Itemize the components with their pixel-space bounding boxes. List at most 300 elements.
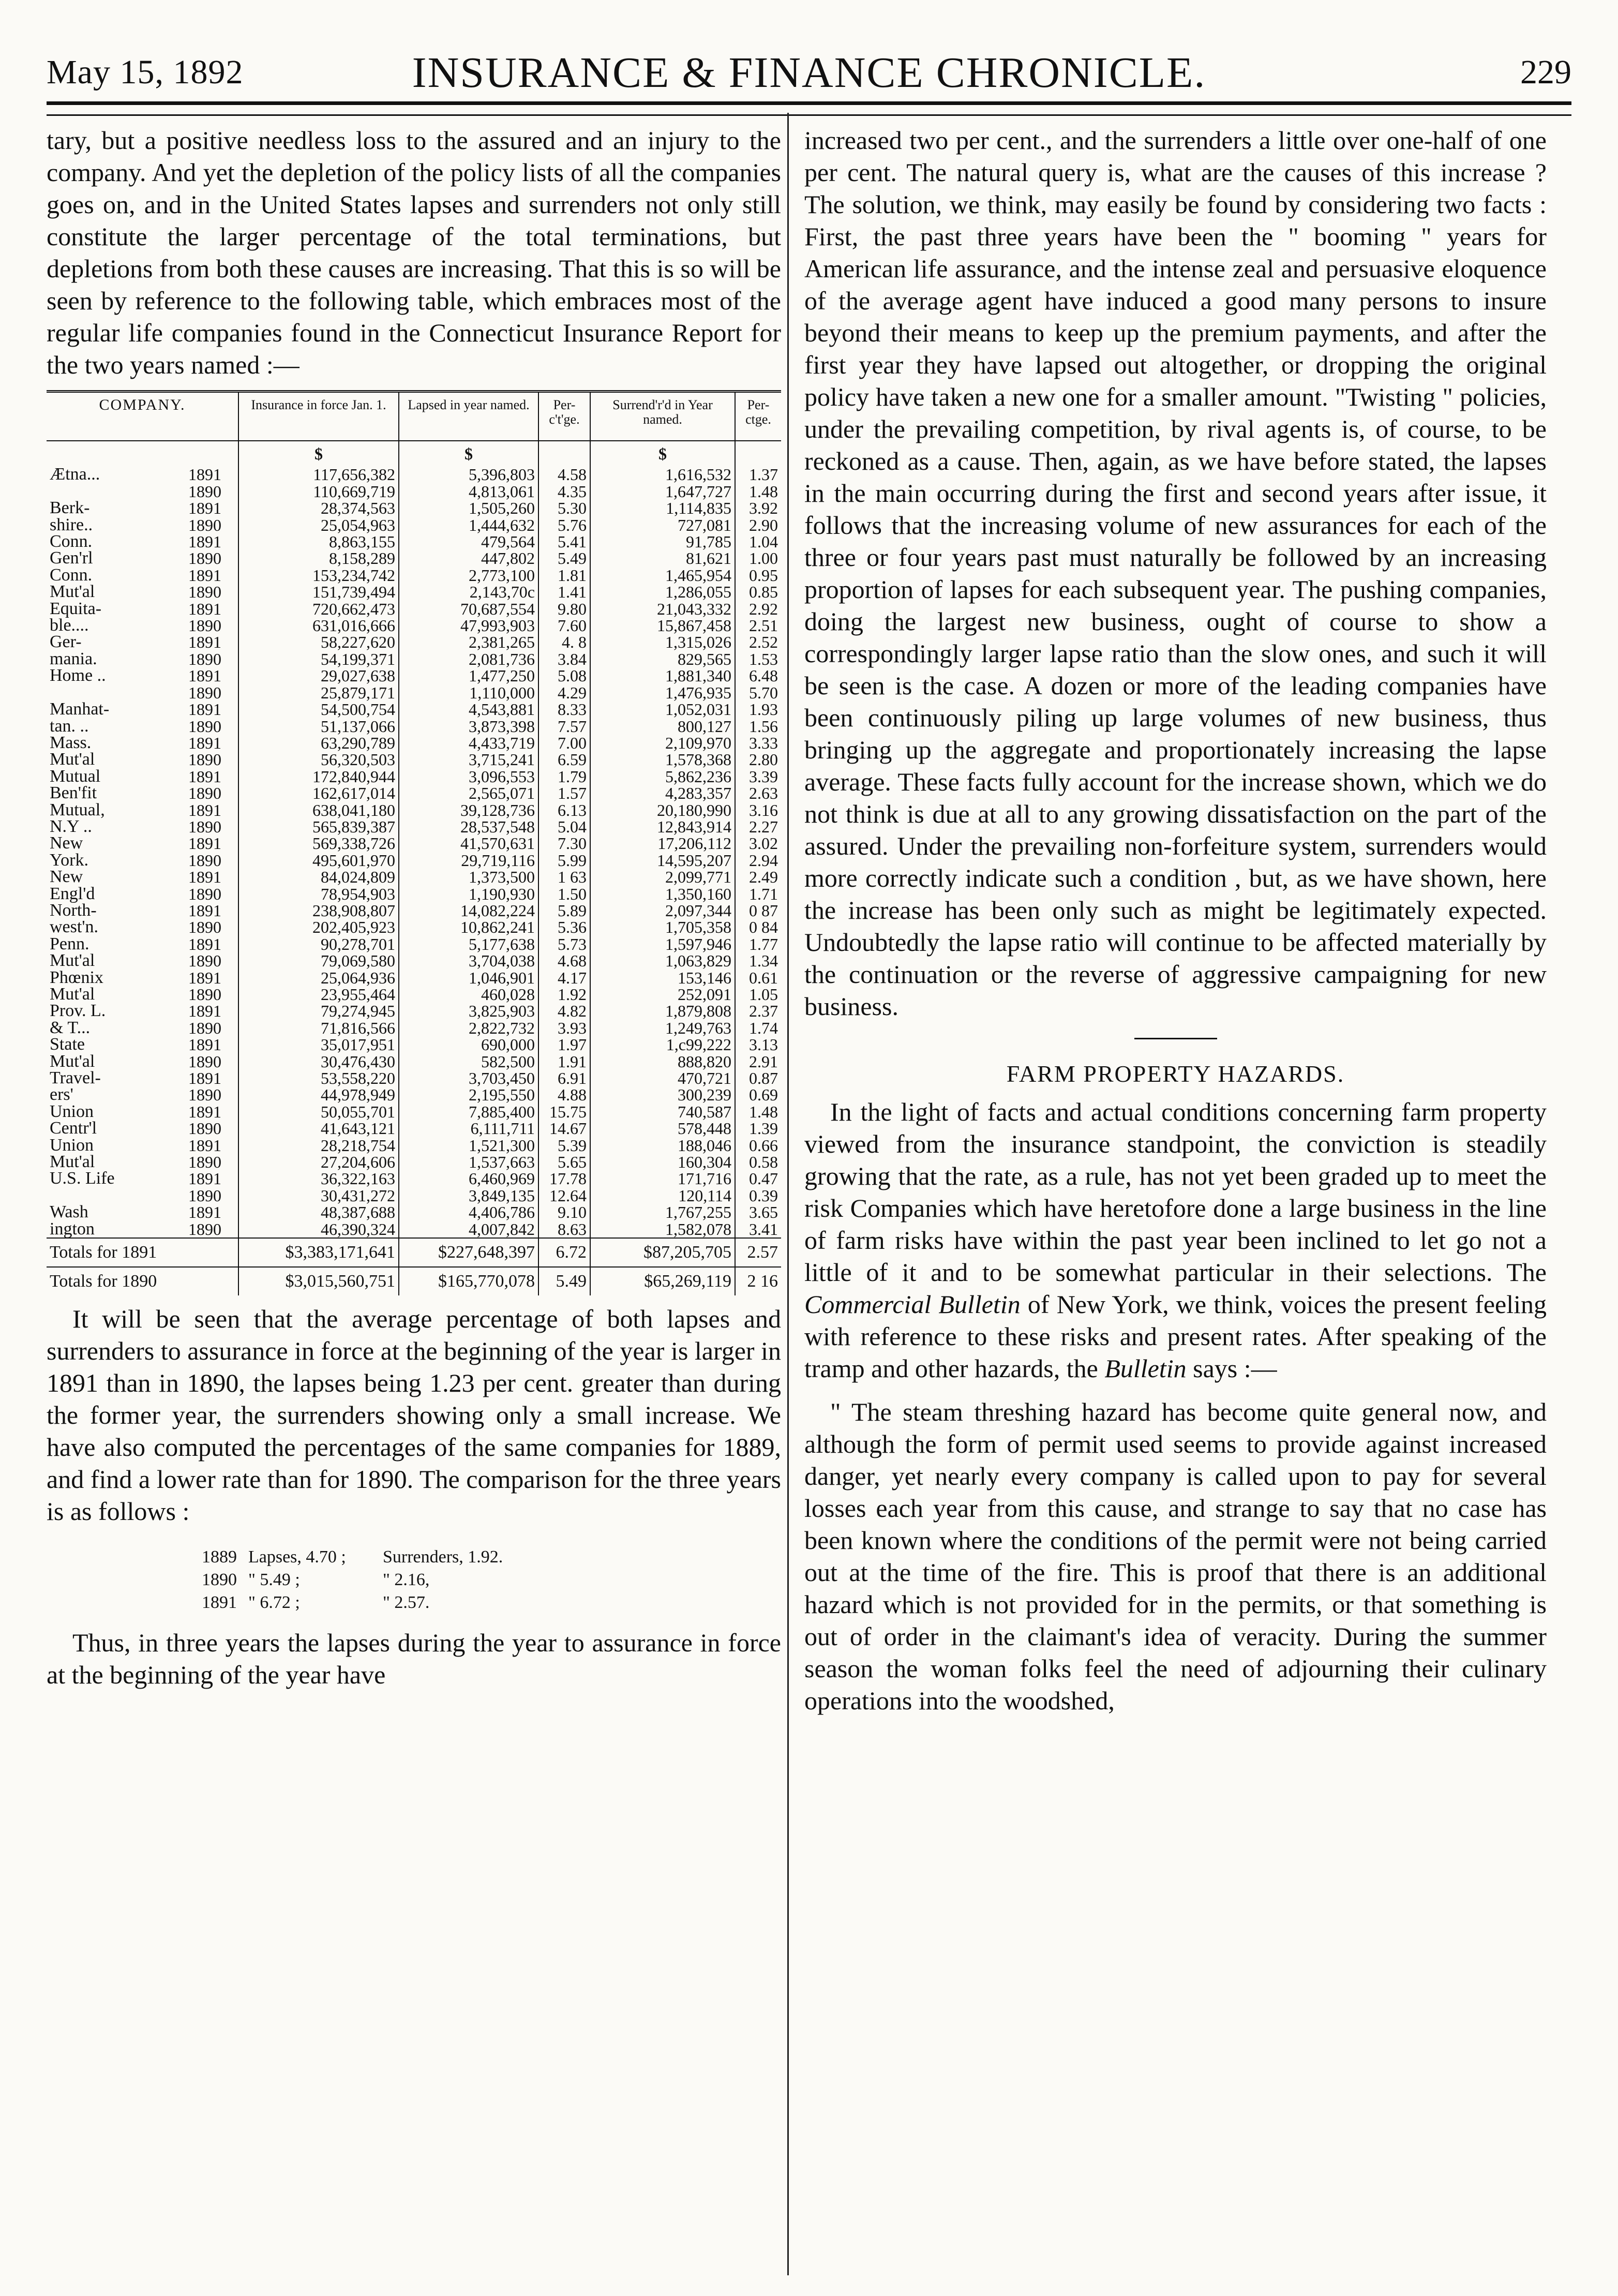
- table-cell: 3,715,241: [399, 751, 538, 768]
- table-cell: 202,405,923: [238, 919, 399, 935]
- table-cell: 79,069,580: [238, 952, 399, 969]
- company-name: Berk-: [50, 498, 90, 518]
- totals-cell: 5.49: [538, 1267, 590, 1295]
- col-header-lapse-pct: Per-c't'ge.: [538, 392, 590, 441]
- company-name: North-: [50, 900, 97, 920]
- company-name: Mut'al: [50, 985, 95, 1004]
- table-cell: 30,431,272: [238, 1187, 399, 1204]
- report-year: 1891: [188, 499, 221, 518]
- table-cell: 54,199,371: [238, 651, 399, 667]
- table-cell: 3,873,398: [399, 718, 538, 735]
- table-cell: 2,143,70c: [399, 584, 538, 600]
- table-cell: 0.58: [735, 1154, 781, 1170]
- table-row: [47, 500, 781, 516]
- table-cell: 1,465,954: [590, 567, 735, 584]
- table-cell: 5.73: [538, 936, 590, 952]
- table-cell: 5,396,803: [399, 466, 538, 483]
- company-name: Ben'fit: [50, 783, 97, 803]
- totals-cell: $65,269,119: [590, 1267, 735, 1295]
- table-cell: 4.88: [538, 1086, 590, 1103]
- table-cell: 5.89: [538, 902, 590, 919]
- company-name: Phœnix: [50, 967, 103, 987]
- table-cell: 638,041,180: [238, 802, 399, 818]
- table-cell: 25,054,963: [238, 517, 399, 533]
- company-name: York.: [50, 850, 88, 870]
- table-cell: 5.39: [538, 1137, 590, 1154]
- table-cell: 6,460,969: [399, 1170, 538, 1187]
- table-cell: 479,564: [399, 533, 538, 550]
- table-cell: 3.02: [735, 835, 781, 852]
- currency-row: [47, 441, 781, 466]
- report-year: 1891: [188, 1102, 221, 1121]
- company-name: shire..: [50, 515, 93, 534]
- table-cell: 15,867,458: [590, 617, 735, 634]
- company-name: Travel-: [50, 1068, 101, 1088]
- table-cell: 71,816,566: [238, 1020, 399, 1036]
- company-name: Mut'al: [50, 1152, 95, 1172]
- table-cell: 1,647,727: [590, 483, 735, 500]
- company-name: ers': [50, 1085, 73, 1105]
- publication-name: Commercial Bulletin: [804, 1290, 1021, 1319]
- table-cell: 2,565,071: [399, 785, 538, 801]
- right-paragraph-3: " The steam threshing hazard has become quite general now, and although the form of permit used seems to provide against increased danger, yet nearly every company is called upon to pay for several losses each year from this cause, and strange to say that no case has been known where the conditions of the permit were not being carried out at the time of the fire. This is proof that there is an additional hazard which is not provided for in the permits, or that something is out of order in the claimant's idea of veracity. During the summer season the woman folks feel the need of adjourning their culinary operations into the woodshed,: [804, 1397, 1547, 1715]
- table-cell: 1,444,632: [399, 517, 538, 533]
- table-row: [47, 550, 781, 566]
- company-name: tan. ..: [50, 716, 89, 736]
- table-cell: 1,582,078: [590, 1221, 735, 1238]
- table-cell: 4,406,786: [399, 1204, 538, 1220]
- table-cell: 1.71: [735, 886, 781, 902]
- company-name: State: [50, 1035, 85, 1054]
- table-cell: 2,081,736: [399, 651, 538, 667]
- table-cell: 582,500: [399, 1053, 538, 1070]
- table-cell: 1,315,026: [590, 634, 735, 650]
- company-name: Mut'al: [50, 582, 95, 602]
- report-year: 1891: [188, 1069, 221, 1088]
- table-cell: 4,813,061: [399, 483, 538, 500]
- table-cell: 3.13: [735, 1036, 781, 1053]
- table-cell: 56,320,503: [238, 751, 399, 768]
- table-cell: 120,114: [590, 1187, 735, 1204]
- report-year: 1891: [188, 465, 221, 484]
- table-cell: 15.75: [538, 1104, 590, 1120]
- table-row: [47, 818, 781, 835]
- table-row: [47, 902, 781, 919]
- table-cell: 238,908,807: [238, 902, 399, 919]
- table-cell: 7.60: [538, 617, 590, 634]
- company-name: Centr'l: [50, 1119, 97, 1138]
- company-name: & T...: [50, 1018, 91, 1037]
- right-paragraph-2: In the light of facts and actual conditions concerning farm property viewed from the insurance standpoint, the conviction is steadily growing that the rate, as a rule, has not yet been graded up to meet the risk Companies which have heretofore done a large business in the line of farm risks have within the past year been inclined to let go not a little of it and to be somewhat particular in their selections. The Commercial Bulletin of New York, we think, voices the present feeling with reference to these risks and present rates. After speaking of the tramp and other hazards, the Bulletin says :—: [804, 1097, 1547, 1383]
- company-name: Mutual,: [50, 800, 105, 819]
- report-year: 1890: [188, 951, 221, 971]
- table-row: [47, 869, 781, 885]
- table-cell: 2.80: [735, 751, 781, 768]
- table-cell: 3.41: [735, 1221, 781, 1238]
- table-cell: 1.39: [735, 1120, 781, 1137]
- table-cell: 58,227,620: [238, 634, 399, 650]
- table-cell: 0.69: [735, 1086, 781, 1103]
- table-cell: 8.63: [538, 1221, 590, 1238]
- table-row: [47, 1086, 781, 1103]
- table-row: [47, 684, 781, 701]
- comparison-row: 1889 Lapses, 4.70 ; Surrenders, 1.92.: [202, 1547, 503, 1567]
- table-cell: 7.57: [538, 718, 590, 735]
- table-cell: 5.36: [538, 919, 590, 935]
- table-cell: 25,879,171: [238, 684, 399, 701]
- company-name: New: [50, 867, 83, 887]
- comparison-row: 1890 " 5.49 ; " 2.16,: [202, 1570, 430, 1590]
- table-cell: 3,825,903: [399, 1003, 538, 1019]
- col-header-company: COMPANY.: [47, 392, 238, 441]
- report-year: 1890: [188, 884, 221, 903]
- table-row: [47, 617, 781, 634]
- table-cell: 171,716: [590, 1170, 735, 1187]
- table-cell: 2,822,732: [399, 1020, 538, 1036]
- table-cell: 39,128,736: [399, 802, 538, 818]
- report-year: 1891: [188, 700, 221, 719]
- table-cell: 2.91: [735, 1053, 781, 1070]
- table-cell: 3,704,038: [399, 952, 538, 969]
- totals-cell: 2.57: [735, 1238, 781, 1267]
- report-year: 1891: [188, 1136, 221, 1155]
- table-cell: 4,007,842: [399, 1221, 538, 1238]
- table-row: [47, 634, 781, 650]
- table-cell: 1.53: [735, 651, 781, 667]
- table-cell: 0 84: [735, 919, 781, 935]
- table-cell: 0.85: [735, 584, 781, 600]
- table-cell: 8.33: [538, 701, 590, 718]
- table-cell: 12,843,914: [590, 818, 735, 835]
- table-cell: 829,565: [590, 651, 735, 667]
- table-cell: 10,862,241: [399, 919, 538, 935]
- table-cell: 48,387,688: [238, 1204, 399, 1220]
- table-cell: 470,721: [590, 1070, 735, 1086]
- table-cell: 1.74: [735, 1020, 781, 1036]
- company-name: Mut'al: [50, 951, 95, 971]
- right-paragraph-1: increased two per cent., and the surrenders a little over one-half of one per cent. The natural query is, what are the causes of this increase ? The solution, we think, may easily be found by considering two facts : First, the past three years have been the " booming " years for American life assurance, and the intense zeal and persuasive eloquence of the average agent have induced a good many persons to insure beyond their means to keep up the premium payments, and after the first year they have lapsed out altogether, or dropping the original policy have taken a new one for a smaller amount. "Twisting " policies, under the prevailing competition, by rival agents is, of course, to be reckoned as a cause. Then, again, as we have before stated, the lapses in the main occurring during the first and second years after issue, it follows that the increasing volume of new assurances for each of the three or four years past must naturally be followed by an increasing proportion of lapses for each subsequent year. The pushing companies, doing the largest new business, ought of course to show a correspondingly larger lapse ratio than the slow ones, and such it will be seen is the case. A dozen or more of the leading companies have been continuously piling up large volumes of new business, thus bringing up the aggregate and proportionately increasing the lapse average. These facts fully account for the increase shown, which we do not think is due at all to any growing dissatisfaction on the part of the assured. Under the prevailing non-forfeiture system, surrenders would more correctly indicate such a condition , but, as we have shown, here the increase has been only such as might be legitimately expected. Undoubtedly the lapse ratio will continue to be affected materially by the continuation or the reverse of aggressive campaigning for new business.: [804, 126, 1547, 1021]
- table-cell: 29,719,116: [399, 852, 538, 869]
- table-cell: 2.52: [735, 634, 781, 650]
- table-cell: 1.34: [735, 952, 781, 969]
- currency-symbol: $: [399, 441, 538, 466]
- table-cell: 81,621: [590, 550, 735, 566]
- table-cell: 162,617,014: [238, 785, 399, 801]
- table-cell: 1,616,532: [590, 466, 735, 483]
- table-cell: 2.37: [735, 1003, 781, 1019]
- table-cell: 1.37: [735, 466, 781, 483]
- lapse-surrender-table: [47, 390, 781, 1295]
- table-cell: 7.30: [538, 835, 590, 852]
- table-cell: 0.61: [735, 970, 781, 986]
- table-cell: 5.41: [538, 533, 590, 550]
- report-year: 1891: [188, 800, 221, 819]
- table-cell: 28,374,563: [238, 500, 399, 516]
- table-cell: 1,249,763: [590, 1020, 735, 1036]
- table-cell: 2.94: [735, 852, 781, 869]
- table-cell: 1,521,300: [399, 1137, 538, 1154]
- table-cell: 4,433,719: [399, 735, 538, 751]
- table-cell: 888,820: [590, 1053, 735, 1070]
- table-cell: 2,195,550: [399, 1086, 538, 1103]
- table-cell: 14,595,207: [590, 852, 735, 869]
- report-year: 1891: [188, 733, 221, 752]
- table-cell: 17.78: [538, 1170, 590, 1187]
- table-cell: 1,597,946: [590, 936, 735, 952]
- totals-cell: $3,015,560,751: [238, 1267, 399, 1295]
- report-year: 1890: [188, 583, 221, 602]
- report-year: 1890: [188, 784, 221, 803]
- col-header-surrendered: Surrend'r'd in Year named.: [590, 392, 735, 441]
- company-name: Union: [50, 1101, 94, 1121]
- table-cell: 7.00: [538, 735, 590, 751]
- table-row: [47, 1154, 781, 1170]
- table-cell: 3.33: [735, 735, 781, 751]
- table-cell: 117,656,382: [238, 466, 399, 483]
- table-cell: 84,024,809: [238, 869, 399, 885]
- table-cell: 54,500,754: [238, 701, 399, 718]
- report-year: 1890: [188, 1119, 221, 1138]
- table-cell: 1,476,935: [590, 684, 735, 701]
- table-cell: 1,286,055: [590, 584, 735, 600]
- table-cell: 0 87: [735, 902, 781, 919]
- company-name: U.S. Life: [50, 1169, 115, 1188]
- report-year: 1891: [188, 834, 221, 853]
- report-year: 1890: [188, 1153, 221, 1172]
- table-cell: 3.65: [735, 1204, 781, 1220]
- right-column: [804, 124, 1547, 1717]
- table-row: [47, 517, 781, 533]
- totals-cell: 2 16: [735, 1267, 781, 1295]
- company-name: Home ..: [50, 666, 106, 685]
- table-cell: 0.87: [735, 1070, 781, 1086]
- table-cell: 1,578,368: [590, 751, 735, 768]
- table-cell: 23,955,464: [238, 986, 399, 1003]
- table-cell: 1,505,260: [399, 500, 538, 516]
- totals-cell: 6.72: [538, 1238, 590, 1267]
- table-cell: 495,601,970: [238, 852, 399, 869]
- table-cell: 160,304: [590, 1154, 735, 1170]
- table-cell: 1.81: [538, 567, 590, 584]
- table-cell: 1,052,031: [590, 701, 735, 718]
- table-row: [47, 701, 781, 718]
- company-name: Ger-: [50, 632, 82, 652]
- left-paragraph-3: Thus, in three years the lapses during the year to assurance in force at the beginning of the year have: [47, 1628, 781, 1690]
- table-row: [47, 735, 781, 751]
- table-cell: 46,390,324: [238, 1221, 399, 1238]
- col-header-lapsed: Lapsed in year named.: [399, 392, 538, 441]
- table-row: [47, 718, 781, 735]
- table-cell: 1.50: [538, 886, 590, 902]
- report-year: 1891: [188, 767, 221, 786]
- table-cell: 2.63: [735, 785, 781, 801]
- table-cell: 79,274,945: [238, 1003, 399, 1019]
- table-row: [47, 1053, 781, 1070]
- table-cell: 36,322,163: [238, 1170, 399, 1187]
- report-year: 1890: [188, 1219, 221, 1239]
- table-row: [47, 768, 781, 785]
- table-cell: 28,218,754: [238, 1137, 399, 1154]
- table-cell: 1.00: [735, 550, 781, 566]
- company-name: Gen'rl: [50, 548, 93, 568]
- table-cell: 6.13: [538, 802, 590, 818]
- table-cell: 47,993,903: [399, 617, 538, 634]
- table-row: [47, 1070, 781, 1086]
- table-cell: 3,096,553: [399, 768, 538, 785]
- totals-row: [47, 1238, 781, 1267]
- table-row: [47, 483, 781, 500]
- totals-cell: $165,770,078: [399, 1267, 538, 1295]
- table-cell: 63,290,789: [238, 735, 399, 751]
- table-row: [47, 886, 781, 902]
- table-cell: 27,204,606: [238, 1154, 399, 1170]
- table-cell: 4,543,881: [399, 701, 538, 718]
- table-cell: 1.05: [735, 986, 781, 1003]
- report-year: 1891: [188, 934, 221, 953]
- table-cell: 21,043,332: [590, 601, 735, 617]
- table-row: [47, 651, 781, 667]
- report-year: 1890: [188, 549, 221, 568]
- table-cell: 4.29: [538, 684, 590, 701]
- table-cell: 0.47: [735, 1170, 781, 1187]
- totals-cell: $87,205,705: [590, 1238, 735, 1267]
- table-cell: 2.92: [735, 601, 781, 617]
- company-name: ble....: [50, 616, 89, 635]
- table-cell: 2.90: [735, 517, 781, 533]
- company-name: [47, 483, 185, 500]
- table-cell: 14.67: [538, 1120, 590, 1137]
- table-cell: 1 63: [538, 869, 590, 885]
- table-cell: 2,109,970: [590, 735, 735, 751]
- table-cell: 1.97: [538, 1036, 590, 1053]
- table-cell: 6.91: [538, 1070, 590, 1086]
- table-cell: 12.64: [538, 1187, 590, 1204]
- table-row: [47, 785, 781, 801]
- table-cell: 5.30: [538, 500, 590, 516]
- column-divider: [787, 113, 789, 2275]
- report-year: 1890: [188, 985, 221, 1004]
- table-cell: 2,773,100: [399, 567, 538, 584]
- table-cell: 110,669,719: [238, 483, 399, 500]
- report-year: 1891: [188, 565, 221, 585]
- left-column: [47, 124, 781, 1691]
- table-row: [47, 1036, 781, 1053]
- table-row: [47, 919, 781, 935]
- table-cell: 1.92: [538, 986, 590, 1003]
- table-cell: 1,046,901: [399, 970, 538, 986]
- table-cell: 1.91: [538, 1053, 590, 1070]
- totals-cell: $3,383,171,641: [238, 1238, 399, 1267]
- table-row: [47, 751, 781, 768]
- table-row: [47, 584, 781, 600]
- lapse-table-wrapper: [47, 390, 781, 1295]
- report-year: 1890: [188, 918, 221, 937]
- report-year: 1890: [188, 1085, 221, 1105]
- company-name: Equita-: [50, 599, 102, 618]
- report-year: 1891: [188, 633, 221, 652]
- table-cell: 2.27: [735, 818, 781, 835]
- table-cell: 153,146: [590, 970, 735, 986]
- table-cell: 44,978,949: [238, 1086, 399, 1103]
- table-cell: 25,064,936: [238, 970, 399, 986]
- table-row: [47, 970, 781, 986]
- table-row: [47, 533, 781, 550]
- table-cell: 17,206,112: [590, 835, 735, 852]
- table-cell: 1,705,358: [590, 919, 735, 935]
- company-name: [47, 1187, 185, 1204]
- table-cell: 3.39: [735, 768, 781, 785]
- table-cell: 800,127: [590, 718, 735, 735]
- table-cell: 91,785: [590, 533, 735, 550]
- table-cell: 5.99: [538, 852, 590, 869]
- report-year: 1890: [188, 1018, 221, 1037]
- table-cell: 78,954,903: [238, 886, 399, 902]
- table-cell: 1,881,340: [590, 667, 735, 684]
- table-cell: 9.80: [538, 601, 590, 617]
- table-cell: 1.79: [538, 768, 590, 785]
- report-year: 1890: [188, 515, 221, 534]
- page-header: [47, 48, 1571, 99]
- table-cell: 727,081: [590, 517, 735, 533]
- comparison-block: [202, 1546, 781, 1614]
- table-cell: 50,055,701: [238, 1104, 399, 1120]
- company-name: Conn.: [50, 532, 93, 551]
- company-name: mania.: [50, 649, 97, 668]
- table-cell: 3,703,450: [399, 1070, 538, 1086]
- table-cell: 6.59: [538, 751, 590, 768]
- company-name: Ætna...: [50, 465, 100, 484]
- table-row: [47, 1204, 781, 1220]
- table-cell: 28,537,548: [399, 818, 538, 835]
- table-cell: 1,110,000: [399, 684, 538, 701]
- company-name: N.Y ..: [50, 816, 92, 836]
- table-row: [47, 1137, 781, 1154]
- table-row: [47, 1003, 781, 1019]
- left-paragraph-1: tary, but a positive needless loss to the assured and an injury to the company. And yet the depletion of the policy lists of all the companies goes on, and in the United States lapses and surrenders not only still constitute the larger percentage of the total terminations, but depletions from both these causes are increasing. That this is so will be seen by reference to the following table, which embraces most of the regular life companies found in the Connecticut Insurance Report for the two years named :—: [47, 126, 781, 379]
- table-cell: 631,016,666: [238, 617, 399, 634]
- table-cell: 14,082,224: [399, 902, 538, 919]
- totals-row: [47, 1267, 781, 1295]
- table-cell: 2,099,771: [590, 869, 735, 885]
- table-cell: 7,885,400: [399, 1104, 538, 1120]
- report-year: 1890: [188, 616, 221, 635]
- table-row: [47, 601, 781, 617]
- report-year: 1891: [188, 901, 221, 920]
- table-cell: 3.92: [735, 500, 781, 516]
- company-name: [47, 684, 185, 701]
- report-year: 1890: [188, 851, 221, 870]
- table-cell: 30,476,430: [238, 1053, 399, 1070]
- table-cell: 90,278,701: [238, 936, 399, 952]
- table-cell: 4.82: [538, 1003, 590, 1019]
- table-row: [47, 1104, 781, 1120]
- currency-symbol: $: [238, 441, 399, 466]
- currency-symbol: $: [590, 441, 735, 466]
- totals-label: Totals for 1890: [47, 1267, 238, 1295]
- table-cell: 8,158,289: [238, 550, 399, 566]
- table-row: [47, 852, 781, 869]
- table-cell: 1,537,663: [399, 1154, 538, 1170]
- table-cell: 3.84: [538, 651, 590, 667]
- company-name: Engl'd: [50, 884, 95, 903]
- table-row: [47, 1120, 781, 1137]
- report-year: 1891: [188, 532, 221, 551]
- section-heading: FARM PROPERTY HAZARDS.: [1006, 1061, 1345, 1087]
- company-name: Manhat-: [50, 699, 110, 719]
- table-cell: 460,028: [399, 986, 538, 1003]
- table-cell: 1,373,500: [399, 869, 538, 885]
- table-cell: 1.56: [735, 718, 781, 735]
